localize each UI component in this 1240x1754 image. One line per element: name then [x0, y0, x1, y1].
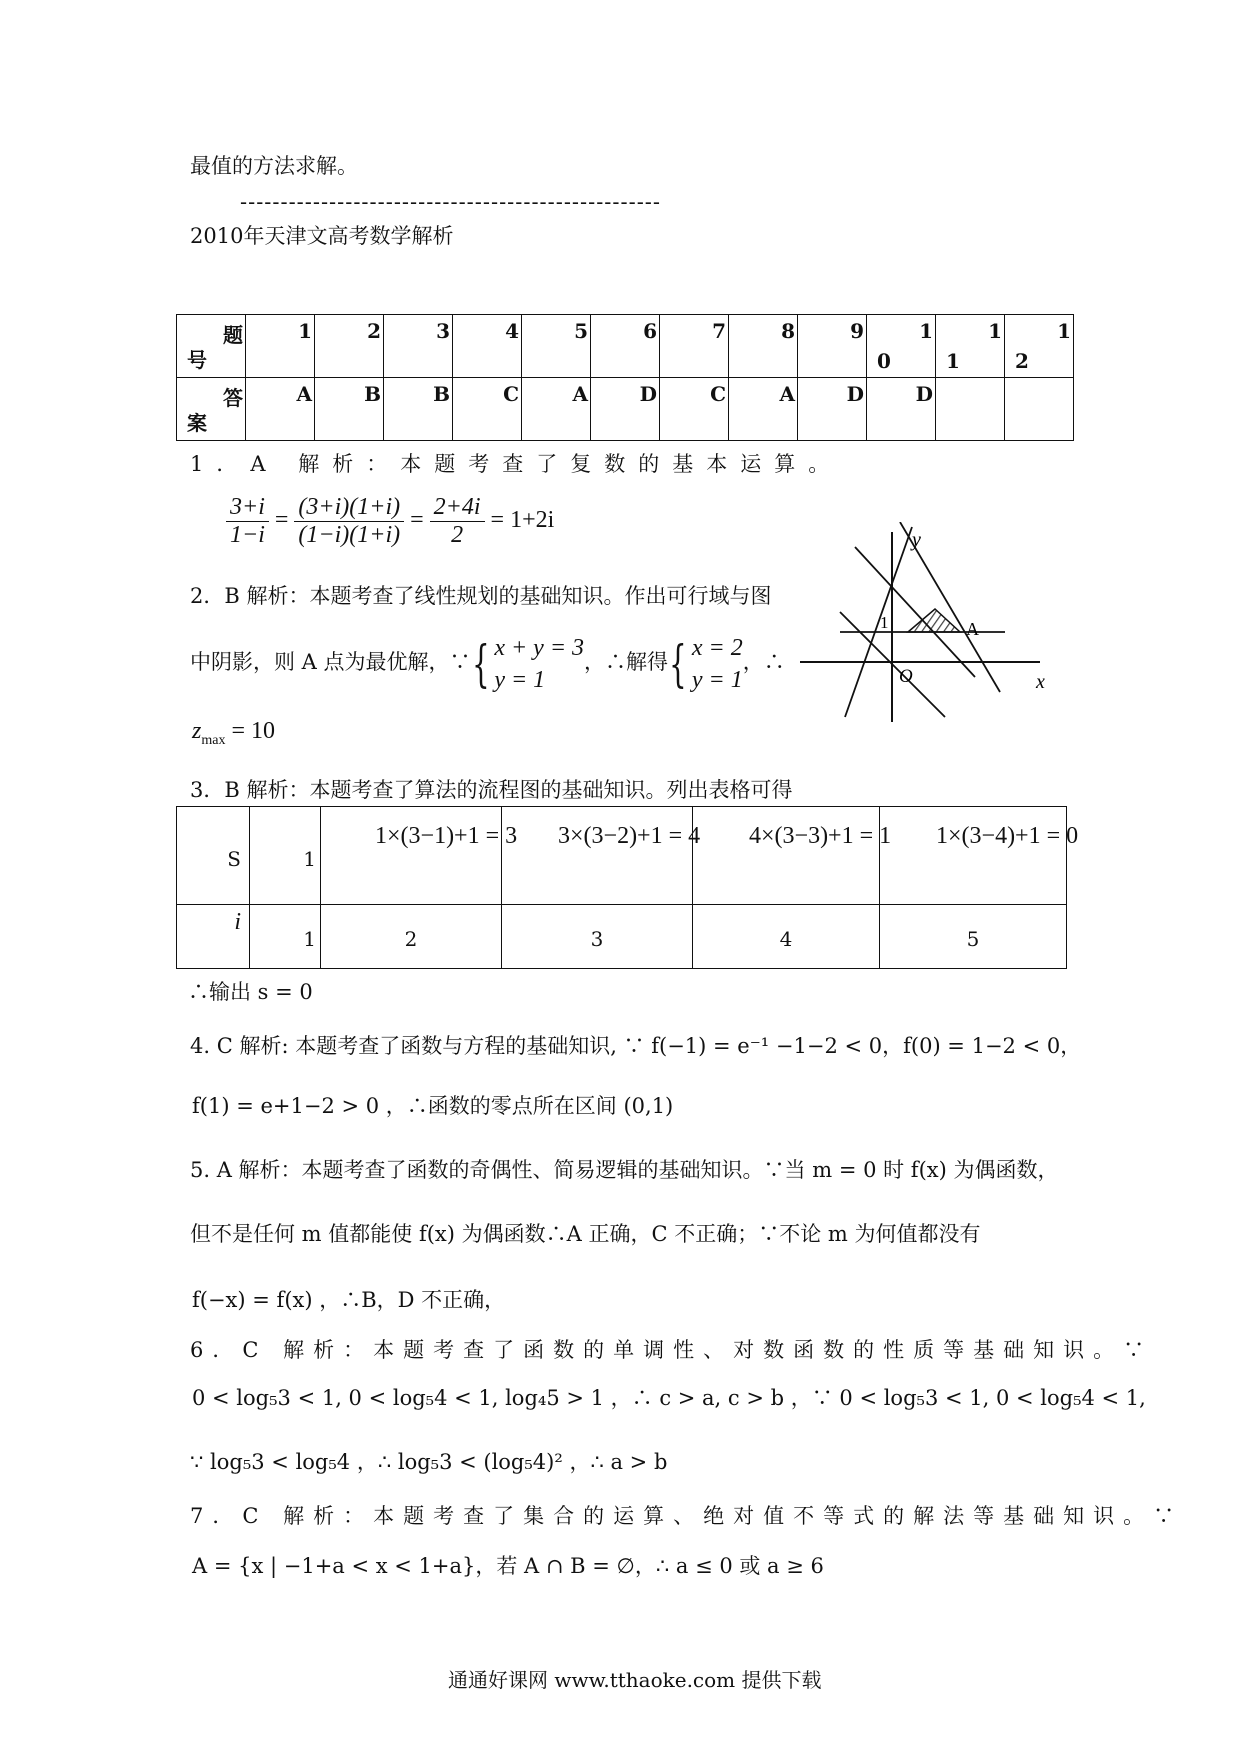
table-cell: 7	[660, 315, 729, 378]
table-cell: 6	[591, 315, 660, 378]
table-cell: 1 2	[1005, 315, 1074, 378]
graph-a-label: A	[966, 619, 979, 639]
q6-line3: ∵ log₅3 < log₅4 ，∴ log₅3 < (log₅4)² ，∴ a > b	[190, 1450, 668, 1474]
table-cell: 2	[321, 905, 502, 969]
table-cell: 9	[798, 315, 867, 378]
table-cell: 题 号	[177, 315, 246, 378]
answer-table-header-row	[177, 315, 1074, 378]
table-cell: D	[591, 378, 660, 441]
answer-table	[176, 314, 1074, 441]
table-cell: D	[867, 378, 936, 441]
table-cell: C	[453, 378, 522, 441]
fraction: $\frac{2+4i}{2}$	[430, 494, 485, 549]
table-cell: A	[522, 378, 591, 441]
table-cell	[936, 378, 1005, 441]
table-cell: 1	[250, 905, 321, 969]
answer-table-answer-row	[177, 378, 1074, 441]
q2-line2-prefix: 中阴影，则 A 点为最优解，∵	[190, 650, 471, 674]
fraction: $\frac{3+i}{1-i}$	[226, 494, 269, 549]
graph-y-label: y	[912, 529, 921, 551]
graph-origin-label: O	[899, 666, 913, 687]
q2-line2: 中阴影，则 A 点为最优解，∵{ x + y = 3 y = 1 ，∴解得{ x = 2 y = 1 ，∴	[190, 630, 785, 696]
q5-line1: 5. A 解析：本题考查了函数的奇偶性、简易逻辑的基础知识。∵当 m = 0 时 f(x) 为偶函数，	[190, 1158, 1059, 1182]
table-cell: S	[177, 807, 250, 905]
q2-mid: ，∴解得	[584, 650, 669, 674]
table-cell	[1005, 378, 1074, 441]
q4-line2: f(1) = e+1−2 > 0 ，∴函数的零点所在区间 (0,1)	[192, 1094, 674, 1118]
table-cell: A	[729, 378, 798, 441]
table-cell: 2	[315, 315, 384, 378]
table-cell: 3	[502, 905, 693, 969]
table-cell: 8	[729, 315, 798, 378]
table-cell: 5	[880, 905, 1067, 969]
q5-line3: f(−x) = f(x) ，∴B，D 不正确，	[192, 1288, 506, 1312]
q1-text: 1．A 解析：本题考查了复数的基本运算。	[190, 452, 843, 476]
table-cell: 1×(3−1)+1 = 3	[321, 807, 502, 905]
table-cell: 4	[693, 905, 880, 969]
q3-output: ∴输出 s = 0	[188, 980, 313, 1004]
flow-row-i	[177, 905, 1067, 969]
q6-line1: 6．C 解析：本题考查了函数的单调性、对数函数的性质等基础知识。∵	[190, 1338, 1154, 1362]
line-c	[845, 527, 912, 717]
table-cell: B	[315, 378, 384, 441]
fraction: $\frac{(3+i)(1+i)}{(1-i)(1+i)}$	[294, 494, 404, 549]
footer: 通通好课网 www.tthaoke.com 提供下载	[448, 1668, 822, 1692]
table-cell: 4	[453, 315, 522, 378]
table-cell: A	[246, 378, 315, 441]
table-cell: 4×(3−3)+1 = 1	[693, 807, 880, 905]
q1-equation: $\frac{3+i}{1-i}$ = $\frac{(3+i)(1+i)}{(1-i)(1+i)}$ = $\frac{2+4i}{2}$ = 1+2i	[226, 494, 554, 549]
q2-system-1: x + y = 3 y = 1	[494, 634, 585, 693]
separator-line: ----------------------------------------------------	[240, 190, 661, 214]
table-cell: 5	[522, 315, 591, 378]
table-cell: C	[660, 378, 729, 441]
table-cell: 1 0	[867, 315, 936, 378]
graph-one-label: 1	[880, 613, 889, 632]
q2-line1: 2．B 解析：本题考查了线性规划的基础知识。作出可行域与图	[190, 584, 772, 608]
flow-row-s	[177, 807, 1067, 905]
page-title: 2010年天津文高考数学解析	[190, 224, 454, 248]
q4-line1: 4. C 解析: 本题考查了函数与方程的基础知识, ∵ f(−1) = e⁻¹ −1−2 < 0，f(0) = 1−2 < 0，	[190, 1034, 1082, 1058]
flow-table	[176, 806, 1079, 969]
table-cell: B	[384, 378, 453, 441]
table-cell: 1	[250, 807, 321, 905]
graph-x-label: x	[1036, 671, 1045, 693]
table-cell: 答 案	[177, 378, 246, 441]
q7-line1: 7．C 解析：本题考查了集合的运算、绝对值不等式的解法等基础知识。∵	[190, 1504, 1184, 1528]
q3-text: 3．B 解析：本题考查了算法的流程图的基础知识。列出表格可得	[190, 778, 793, 802]
top-line: 最值的方法求解。	[190, 154, 358, 178]
q1-result: = 1+2i	[490, 507, 555, 534]
table-cell: i	[177, 905, 250, 969]
q2-end: ，∴	[742, 650, 785, 674]
q7-line2: A = {x | −1+a < x < 1+a}，若 A ∩ B = ∅，∴ a ≤ 0 或 a ≥ 6	[192, 1554, 824, 1578]
table-cell: 1	[246, 315, 315, 378]
table-cell: D	[798, 378, 867, 441]
feasible-region-graph	[800, 522, 1050, 722]
q6-line2: 0 < log₅3 < 1, 0 < log₅4 < 1, log₄5 > 1 ，∴ c > a, c > b ，∵ 0 < log₅3 < 1, 0 < log₅4 < 1,	[192, 1386, 1146, 1410]
q2-zmax: $z_{max} = 10$	[192, 718, 275, 748]
table-cell: 1×(3−4)+1 = 0	[880, 807, 1067, 905]
table-cell: 3×(3−2)+1 = 4	[502, 807, 693, 905]
table-cell: 3	[384, 315, 453, 378]
q5-line2: 但不是任何 m 值都能使 f(x) 为偶函数∴A 正确，C 不正确；∵不论 m 为何值都没有	[190, 1222, 981, 1246]
q2-system-2: x = 2 y = 1	[691, 634, 743, 693]
table-cell: 1 1	[936, 315, 1005, 378]
line-a	[855, 547, 975, 677]
